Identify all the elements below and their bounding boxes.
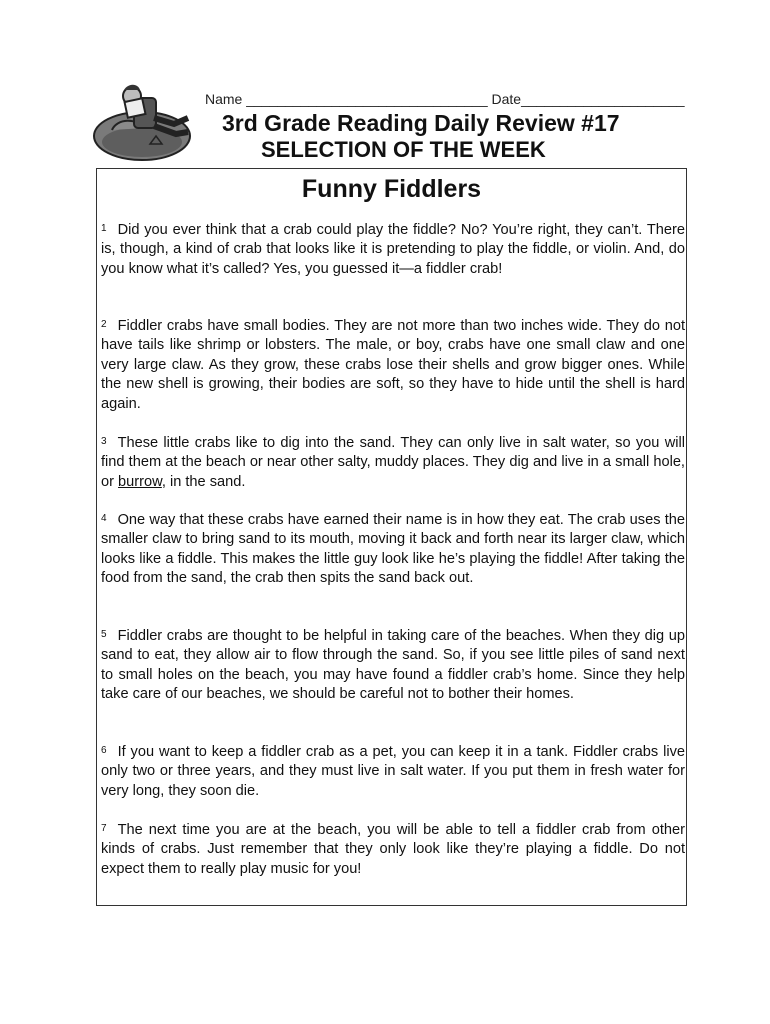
paragraph-number: 2 <box>101 319 107 330</box>
vocabulary-word: burrow <box>118 473 162 490</box>
child-reading-clipart <box>92 78 194 162</box>
worksheet-subtitle: SELECTION OF THE WEEK <box>261 137 546 162</box>
paragraph-7 <box>101 821 685 879</box>
paragraph-number: 6 <box>101 745 107 756</box>
paragraph-text: , in the sand. <box>161 473 246 490</box>
name-date-line: Name _______________________________ Date_____________________ <box>205 91 685 107</box>
story-title: Funny Fiddlers <box>301 175 482 203</box>
paragraph-text: The next time you are at the beach, you will be able to tell a fiddler crab from other kinds of crabs. Just remember that they only look like they’re playing a fiddle. Do not expect them to really play music for you! <box>101 822 685 877</box>
paragraph-number: 4 <box>101 513 107 524</box>
paragraph-4 <box>101 511 685 589</box>
paragraph-1 <box>101 221 685 279</box>
worksheet-title: 3rd Grade Reading Daily Review #17 <box>222 110 620 136</box>
paragraph-text: If you want to keep a fiddler crab as a pet, you can keep it in a tank. Fiddler crabs live only two or three years, and they must live in salt water. If you put them in fresh water for very long, they soon die. <box>101 744 685 799</box>
paragraph-number: 5 <box>101 629 107 640</box>
paragraph-number: 7 <box>101 823 107 834</box>
paragraph-text: Did you ever think that a crab could play the fiddle? No? You’re right, they can’t. There is, though, a kind of crab that looks like it is pretending to play the fiddle, or violin. And, do you know what it’s called? Yes, you guessed it—a fiddler crab! <box>101 222 685 277</box>
paragraph-text: Fiddler crabs have small bodies. They are not more than two inches wide. They do not have tails like shrimp or lobsters. The male, or boy, crabs have one small claw and one very large claw. As they grow, these crabs lose their shells and grow bigger ones. While the new shell is growing, their bodies are soft, so they have to hide until the shell is hard again. <box>101 318 685 412</box>
paragraph-number: 3 <box>101 436 107 447</box>
paragraph-3 <box>101 434 685 492</box>
paragraph-number: 1 <box>101 223 107 234</box>
paragraph-2 <box>101 317 685 414</box>
paragraph-6 <box>101 743 685 801</box>
paragraph-text: Fiddler crabs are thought to be helpful in taking care of the beaches. When they dig up sand to eat, they allow air to flow through the sand. So, if you see little piles of sand next to small holes on the beach, you may have found a fiddler crab’s home. Since they help take care of our beaches, we should be careful not to bother their homes. <box>101 628 685 703</box>
paragraph-5 <box>101 627 685 705</box>
paragraph-text: These little crabs like to dig into the sand. They can only live in salt water, so you will find them at the beach or near other salty, muddy places. They dig and live in a small hole, or <box>101 435 685 490</box>
reading-passage-box <box>96 168 687 906</box>
paragraph-text: One way that these crabs have earned their name is in how they eat. The crab uses the smaller claw to bring sand to its mouth, moving it back and forth near its larger claw, which looks like a fiddle. This makes the little guy look like he’s playing the fiddle! After taking the food from the sand, the crab then spits the sand back out. <box>101 512 685 587</box>
